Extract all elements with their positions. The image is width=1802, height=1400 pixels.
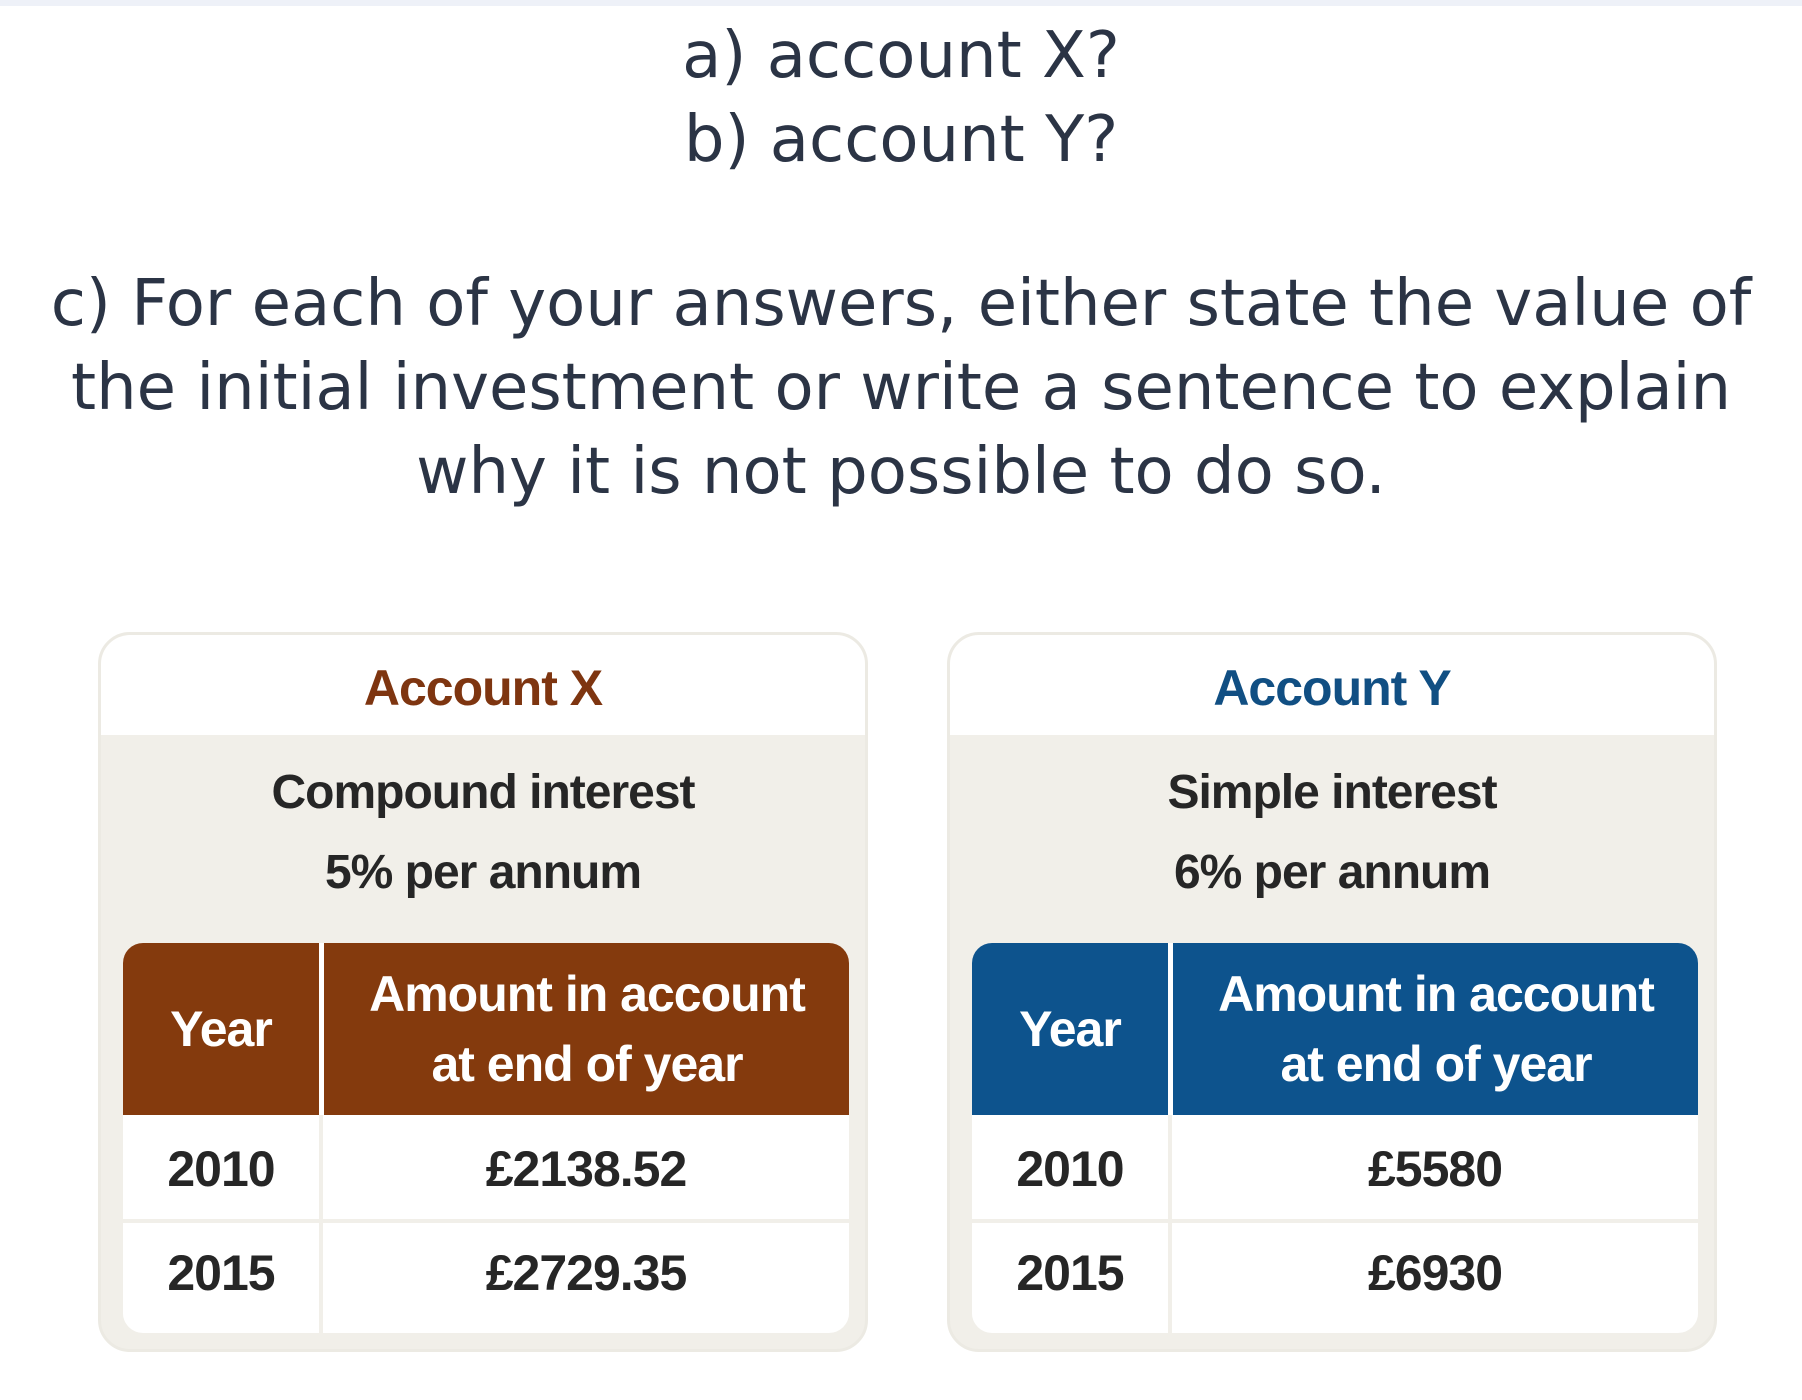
- interest-rate: 5% per annum: [324, 846, 642, 899]
- question-c-line: why it is not possible to do so.: [416, 435, 1386, 509]
- account-table: [972, 943, 1698, 1333]
- question-c-line: the initial investment or write a sentence to explain: [71, 351, 1731, 425]
- column-divider: [1168, 1115, 1172, 1333]
- column-divider: [319, 1115, 323, 1333]
- question-list: [0, 14, 1802, 182]
- account-description: [950, 753, 1714, 913]
- table-row: [972, 1119, 1698, 1219]
- cell-amount: £5580: [1367, 1141, 1503, 1197]
- cell-amount: £2138.52: [485, 1141, 687, 1197]
- cell-year: 2015: [1016, 1245, 1124, 1301]
- header-amount: [325, 943, 849, 1115]
- account-x-card: [98, 632, 868, 1352]
- interest-type: Compound interest: [271, 766, 695, 819]
- row-divider: [972, 1219, 1698, 1223]
- question-a: a) account X?: [682, 19, 1120, 93]
- header-amount-line: Amount in account: [1218, 966, 1654, 1022]
- table-row: [972, 1223, 1698, 1323]
- interest-rate: 6% per annum: [1173, 846, 1491, 899]
- header-amount-line: Amount in account: [369, 966, 805, 1022]
- interest-type: Simple interest: [1167, 766, 1497, 819]
- table-header: [972, 943, 1698, 1115]
- cell-amount: £2729.35: [485, 1245, 687, 1301]
- table-row: [123, 1119, 849, 1219]
- account-y-card: [947, 632, 1717, 1352]
- question-c-line: c) For each of your answers, either state the value of: [50, 267, 1752, 341]
- cell-year: 2015: [167, 1245, 275, 1301]
- cell-amount: £6930: [1367, 1245, 1503, 1301]
- question-c: [30, 262, 1772, 514]
- row-divider: [123, 1219, 849, 1223]
- cell-year: 2010: [167, 1141, 275, 1197]
- account-table: [123, 943, 849, 1333]
- header-divider: [1168, 943, 1173, 1115]
- header-year: Year: [1019, 1001, 1121, 1057]
- header-divider: [319, 943, 324, 1115]
- cell-year: 2010: [1016, 1141, 1124, 1197]
- header-amount: [1174, 943, 1698, 1115]
- header-amount-line: at end of year: [1280, 1036, 1592, 1092]
- header-year: Year: [170, 1001, 272, 1057]
- table-header: [123, 943, 849, 1115]
- account-description: [101, 753, 865, 913]
- question-b: b) account Y?: [683, 103, 1119, 177]
- account-title: Account Y: [950, 635, 1714, 735]
- header-amount-line: at end of year: [431, 1036, 743, 1092]
- table-row: [123, 1223, 849, 1323]
- top-strip: [0, 0, 1802, 6]
- account-title: Account X: [101, 635, 865, 735]
